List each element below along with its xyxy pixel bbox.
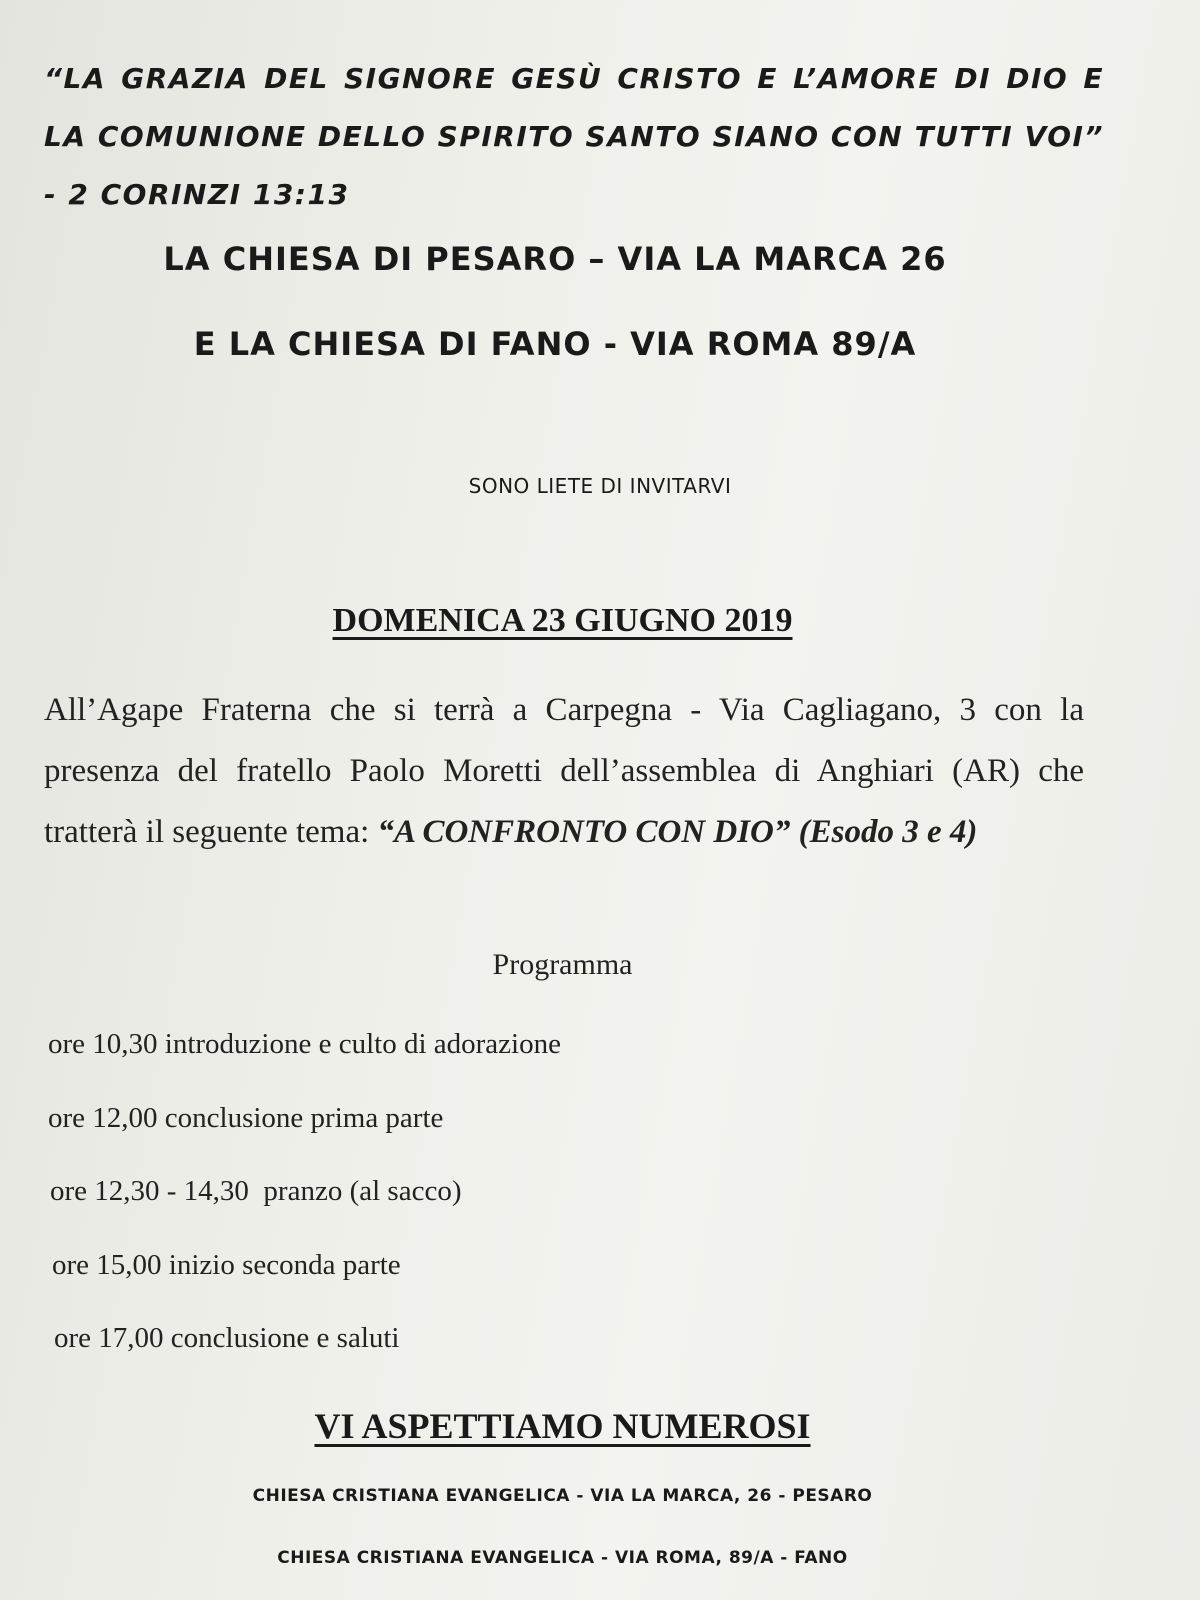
footer-pesaro: CHIESA CRISTIANA EVANGELICA - VIA LA MARCA, 26 - PESARO: [252, 1486, 873, 1506]
church-pesaro-heading: LA CHIESA DI PESARO – VIA LA MARCA 26: [163, 240, 947, 278]
bible-verse: “LA GRAZIA DEL SIGNORE GESÙ CRISTO E L’AMORE DI DIO E LA COMUNIONE DELLO SPIRITO SANTO SIANO CON TUTTI VOI” - 2 CORINZI 13:13: [44, 62, 1104, 211]
program-item: ore 15,00 inizio seconda parte: [52, 1249, 401, 1281]
program-item: ore 17,00 conclusione e saluti: [54, 1322, 400, 1354]
description-theme: “A CONFRONTO CON DIO” (Esodo 3 e 4): [377, 814, 978, 850]
event-description: [44, 680, 1084, 863]
closing-line: VI ASPETTIAMO NUMEROSI: [314, 1406, 811, 1446]
invite-line: SONO LIETE DI INVITARVI: [468, 474, 732, 498]
program-item: ore 12,00 conclusione prima parte: [48, 1102, 444, 1134]
program-item: ore 12,30 - 14,30 pranzo (al sacco): [50, 1175, 462, 1207]
program-item: ore 10,30 introduzione e culto di adorazione: [48, 1028, 561, 1060]
church-fano-heading: E LA CHIESA DI FANO - VIA ROMA 89/A: [193, 325, 917, 363]
footer-fano: CHIESA CRISTIANA EVANGELICA - VIA ROMA, 89/A - FANO: [277, 1548, 848, 1568]
program-title: Programma: [492, 948, 633, 981]
description-intro: All’Agape Fraterna che si terrà a Carpegna - Via Cagliagano, 3 con la presenza del fratello Paolo Moretti dell’assemblea di Anghiari (AR) che tratterà il seguente tema:: [44, 692, 1084, 850]
event-date: DOMENICA 23 GIUGNO 2019: [332, 602, 793, 639]
